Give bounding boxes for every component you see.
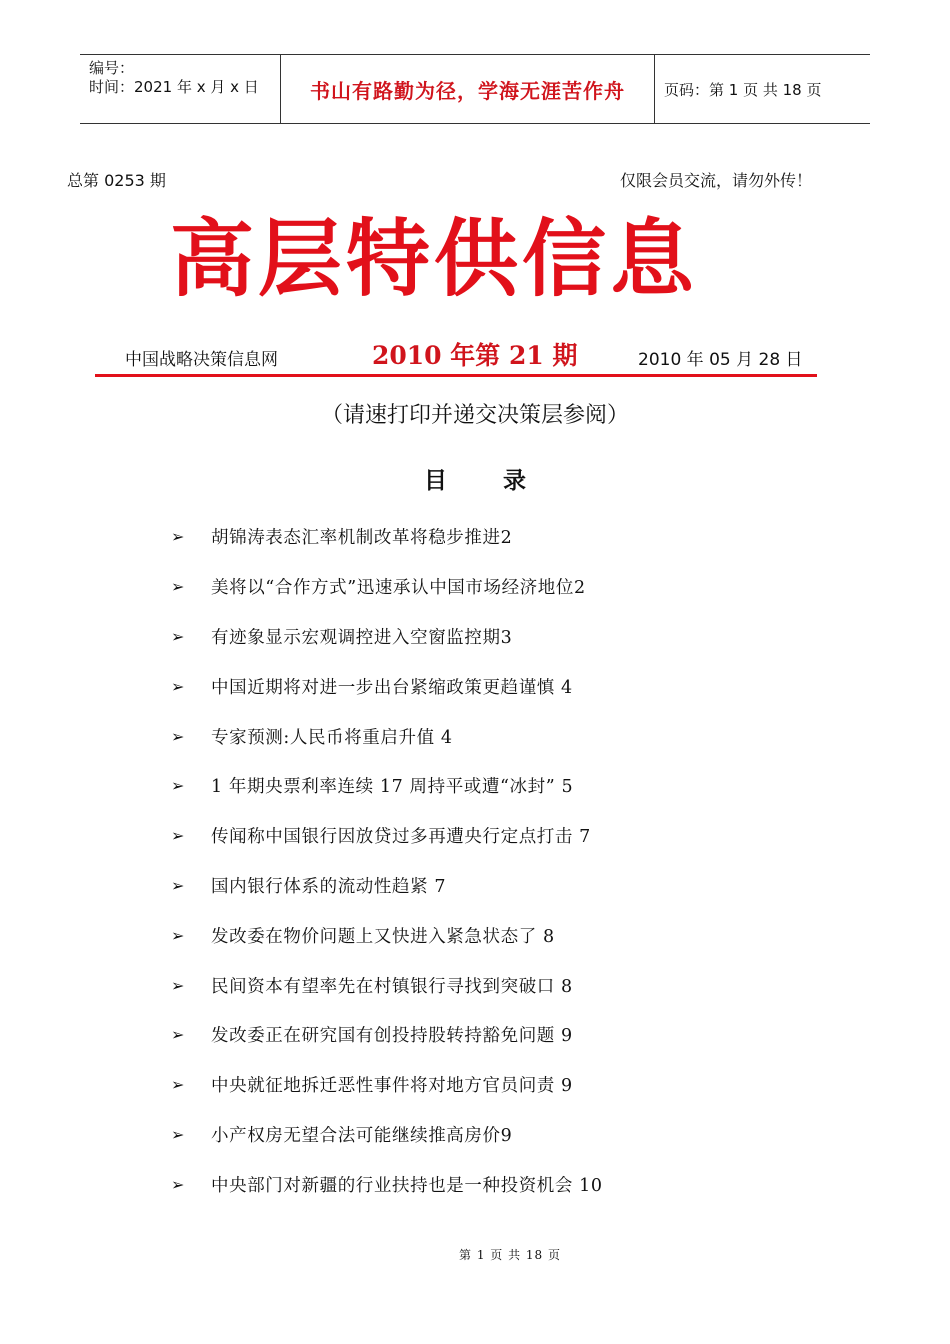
toc-item-text: 发改委在物价问题上又快进入紧急状态了 8 [211, 926, 555, 947]
table-of-contents [171, 512, 791, 1209]
arrow-bullet-icon: ➢ [171, 925, 185, 945]
toc-item-text: 美将以“合作方式”迅速承认中国市场经济地位2 [211, 578, 586, 599]
document-header [80, 54, 870, 124]
arrow-bullet-icon: ➢ [171, 577, 185, 597]
header-meta [80, 55, 281, 123]
toc-item[interactable] [171, 811, 791, 861]
toc-item[interactable] [171, 960, 791, 1010]
instruction-line: （请速打印并递交决策层参阅） [320, 403, 629, 428]
toc-item-text: 发改委正在研究国有创投持股转持豁免问题 9 [211, 1026, 573, 1047]
issue-number: 2010 年第 21 期 [372, 341, 578, 370]
arrow-bullet-icon: ➢ [171, 975, 185, 995]
toc-item-text: 中国近期将对进一步出台紧缩政策更趋谨慎 4 [211, 677, 573, 698]
toc-item-text: 传闻称中国银行因放贷过多再遭央行定点打击 7 [211, 827, 591, 848]
arrow-bullet-icon: ➢ [171, 826, 185, 846]
arrow-bullet-icon: ➢ [171, 726, 185, 746]
toc-item[interactable] [171, 661, 791, 711]
number-label: 编号： [89, 59, 135, 77]
toc-item[interactable] [171, 1060, 791, 1110]
arrow-bullet-icon: ➢ [171, 1124, 185, 1144]
toc-item[interactable] [171, 562, 791, 612]
arrow-bullet-icon: ➢ [171, 1075, 185, 1095]
issue-total: 总第 0253 期 [67, 171, 166, 190]
toc-title: 目 录 [423, 467, 550, 494]
toc-item[interactable] [171, 512, 791, 562]
toc-item-text: 胡锦涛表态汇率机制改革将稳步推进2 [211, 528, 513, 549]
toc-item[interactable] [171, 711, 791, 761]
toc-item-text: 民间资本有望率先在村镇银行寻找到突破口 8 [211, 976, 573, 997]
toc-item-text: 1 年期央票利率连续 17 周持平或遭“冰封” 5 [211, 777, 574, 798]
arrow-bullet-icon: ➢ [171, 676, 185, 696]
header-page-label: 页码：第 1 页 共 18 页 [664, 80, 822, 99]
arrow-bullet-icon: ➢ [171, 776, 185, 796]
time-label: 时间：2021 年 x 月 x 日 [89, 78, 259, 96]
toc-item[interactable] [171, 910, 791, 960]
toc-item-text: 小产权房无望合法可能继续推高房价9 [211, 1125, 513, 1146]
toc-item-text: 中央就征地拆迁恶性事件将对地方官员问责 9 [211, 1076, 573, 1097]
masthead-title: 高层特供信息 [170, 210, 699, 308]
toc-item[interactable] [171, 761, 791, 811]
page-footer: 第 1 页 共 18 页 [459, 1248, 561, 1262]
arrow-bullet-icon: ➢ [171, 1025, 185, 1045]
toc-item[interactable] [171, 861, 791, 911]
toc-item[interactable] [171, 612, 791, 662]
issue-date: 2010 年 05 月 28 日 [638, 350, 803, 370]
distribution-notice: 仅限会员交流，请勿外传！ [619, 171, 812, 190]
header-motto: 书山有路勤为径，学海无涯苦作舟 [281, 55, 655, 123]
arrow-bullet-icon: ➢ [171, 1174, 185, 1194]
arrow-bullet-icon: ➢ [171, 875, 185, 895]
toc-item-text: 中央部门对新疆的行业扶持也是一种投资机会 10 [211, 1175, 603, 1196]
arrow-bullet-icon: ➢ [171, 527, 185, 547]
toc-item-text: 有迹象显示宏观调控进入空窗监控期3 [211, 627, 513, 648]
masthead-divider [95, 374, 817, 377]
toc-item-text: 专家预测:人民币将重启升值 4 [211, 727, 453, 748]
arrow-bullet-icon: ➢ [171, 626, 185, 646]
toc-item[interactable] [171, 1010, 791, 1060]
organization-name: 中国战略决策信息网 [125, 350, 278, 370]
toc-item-text: 国内银行体系的流动性趋紧 7 [211, 876, 447, 897]
toc-item[interactable] [171, 1110, 791, 1160]
toc-item[interactable] [171, 1159, 791, 1209]
